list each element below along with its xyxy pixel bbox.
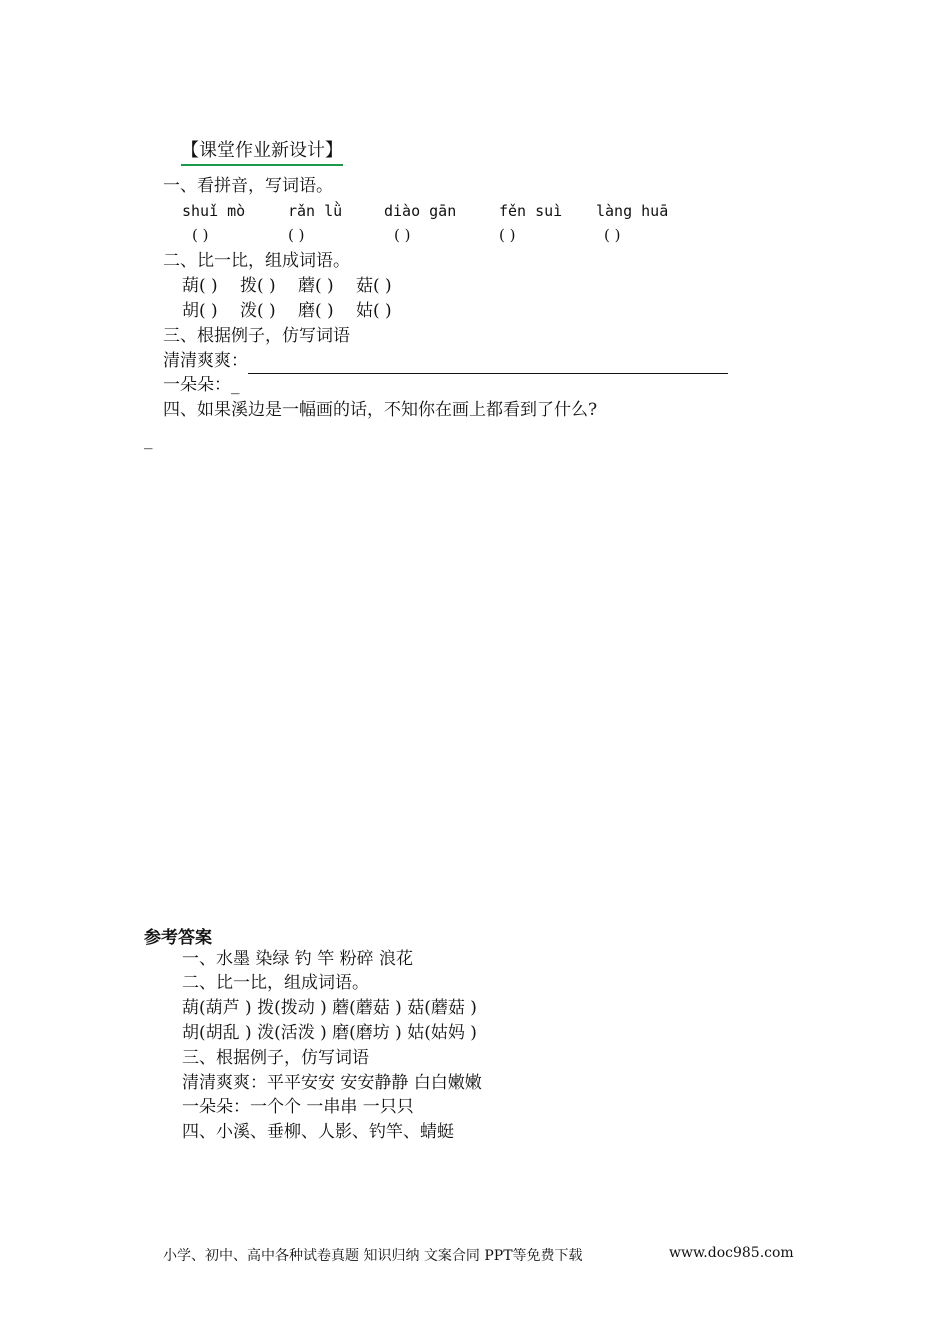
answer-blank[interactable]: ( ) [394,226,411,244]
footer-text: 小学、初中、高中各种试卷真题 知识归纳 文案合同 PPT等免费下载 [163,1248,583,1264]
question-2-heading: 二、比一比，组成词语。 [163,251,350,271]
compare-item: 蘑( ) [298,276,334,296]
answer-line: 胡(胡乱 ) 泼(活泼 ) 磨(磨坊 ) 姑(姑妈 ) [182,1023,477,1043]
compare-item: 胡( ) [182,301,218,321]
exercise-title: 【课堂作业新设计】 [181,136,343,166]
answer-blank[interactable]: ( ) [192,226,209,244]
pinyin-item: rǎn lǜ [288,202,343,220]
answer-blank[interactable]: ( ) [288,226,305,244]
compare-item: 菇( ) [356,276,392,296]
answer-blank[interactable]: _ [144,430,153,450]
imitation-example: 清清爽爽： [163,351,248,371]
answers-title: 参考答案 [144,928,212,948]
question-4-heading: 四、如果溪边是一幅画的话，不知你在画上都看到了什么? [163,400,598,420]
answer-line: 一朵朵：一个个 一串串 一只只 [182,1097,414,1117]
answer-blank[interactable]: ( ) [604,226,621,244]
pinyin-item: fěn suì [499,202,563,220]
compare-item: 葫( ) [182,276,218,296]
answer-line: 清清爽爽：平平安安 安安静静 白白嫩嫩 [182,1073,482,1093]
question-3-heading: 三、根据例子，仿写词语 [163,326,350,346]
question-1-heading: 一、看拼音，写词语。 [163,176,333,196]
answer-line: 三、根据例子，仿写词语 [182,1048,369,1068]
compare-item: 磨( ) [298,301,334,321]
answer-line: 二、比一比，组成词语。 [182,973,369,993]
answer-underline[interactable] [248,355,728,374]
pinyin-item: diào gān [384,202,457,220]
answer-line: 葫(葫芦 ) 拨(拨动 ) 蘑(蘑菇 ) 菇(蘑菇 ) [182,998,477,1018]
compare-item: 拨( ) [240,276,276,296]
answer-line: 四、小溪、垂柳、人影、钓竿、蜻蜓 [182,1122,454,1142]
compare-item: 泼( ) [240,301,276,321]
imitation-line [163,349,728,374]
footer-url[interactable]: www.doc985.com [669,1245,794,1261]
answer-blank[interactable]: ( ) [499,226,516,244]
pinyin-item: shuǐ mò [182,202,246,220]
pinyin-item: làng huā [596,202,669,220]
compare-item: 姑( ) [356,301,392,321]
answer-line: 一、水墨 染绿 钓 竿 粉碎 浪花 [182,949,414,969]
imitation-example: 一朵朵：_ [163,375,240,395]
